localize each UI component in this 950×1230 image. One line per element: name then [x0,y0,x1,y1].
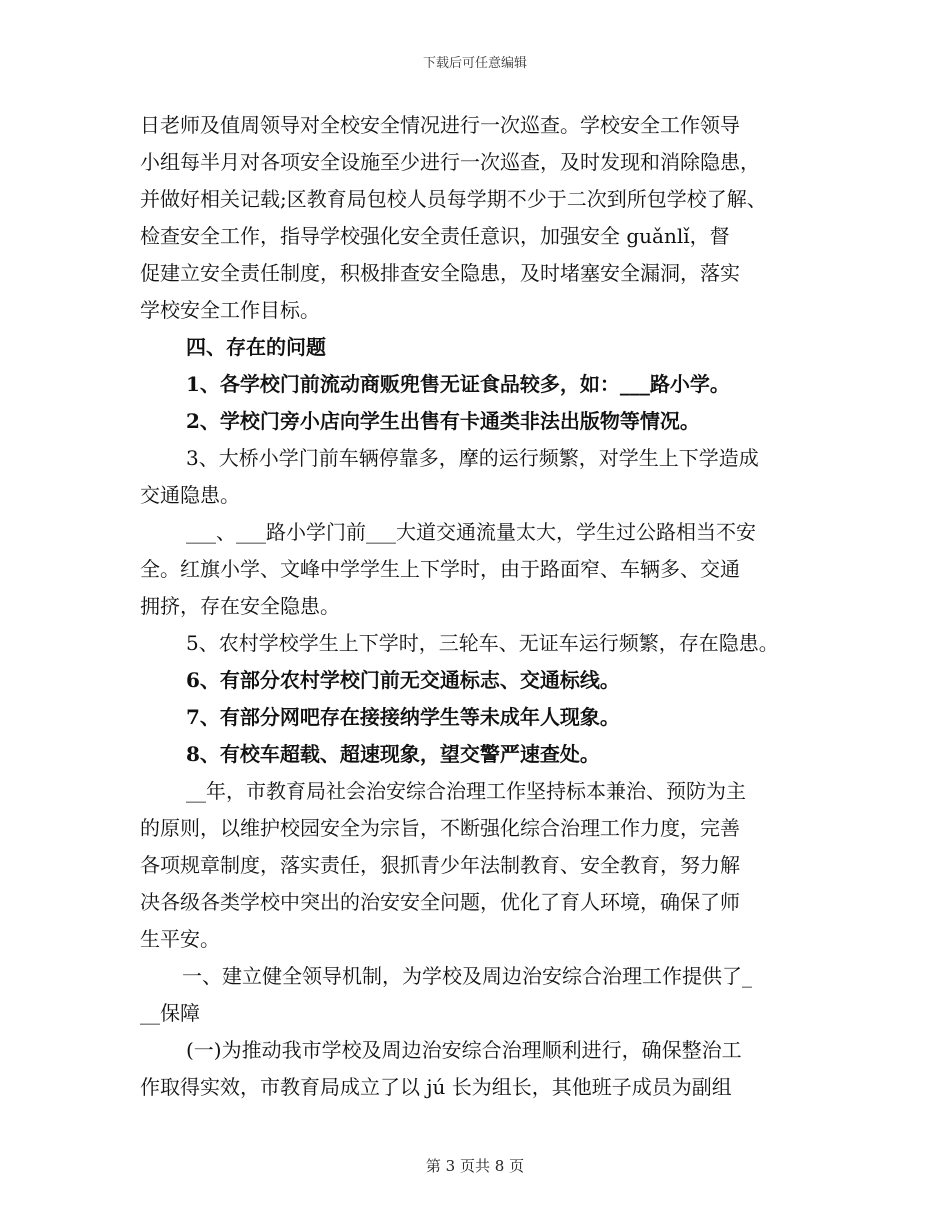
paragraph-line: 拥挤，存在安全隐患。 [140,594,340,618]
list-item: 7、有部分网吧存在接接纳学生等未成年人现象。 [186,705,620,729]
paragraph-line: 促建立安全责任制度，积极排查安全隐患，及时堵塞安全漏洞，落实 [140,261,740,285]
paragraph-line: 各项规章制度，落实责任，狠抓青少年法制教育、安全教育，努力解 [140,853,740,877]
section-heading: 四、存在的问题 [186,335,326,359]
paragraph-line: 的原则，以维护校园安全为宗旨，不断强化综合治理工作力度，完善 [140,816,740,840]
list-item: 8、有校车超载、超速现象，望交警严速查处。 [186,742,600,766]
paragraph-line: 作取得实效，市教育局成立了以 jú 长为组长，其他班子成员为副组 [140,1075,732,1099]
paragraph-line: __年，市教育局社会治安综合治理工作坚持标本兼治、预防为主 [186,779,746,803]
page-header: 下载后可任意编辑 [422,56,527,71]
paragraph-line: 日老师及值周领导对全校安全情况进行一次巡查。学校安全工作领导 [140,113,740,137]
list-item: 3、大桥小学门前车辆停靠多，摩的运行频繁，对学生上下学造成 [186,446,759,470]
page-footer: 第 3 页共 8 页 [425,1157,525,1175]
section-heading: 一、建立健全领导机制，为学校及周边治安综合治理工作提供了_ [182,964,752,988]
list-item: 2、学校门旁小店向学生出售有卡通类非法出版物等情况。 [186,409,700,433]
document-body [140,107,830,1106]
list-item: 1、各学校门前流动商贩兜售无证食品较多，如：___路小学。 [186,372,730,396]
paragraph-line: 交通隐患。 [140,483,240,507]
paragraph-line: 小组每半月对各项安全设施至少进行一次巡查，及时发现和消除隐患， [140,150,760,174]
list-item: 6、有部分农村学校门前无交通标志、交通标线。 [186,668,620,692]
paragraph-line: 决各级各类学校中突出的治安安全问题，优化了育人环境，确保了师 [140,890,740,914]
paragraph-line: 检查安全工作，指导学校强化安全责任意识，加强安全 guǎnlǐ，督 [140,224,730,248]
list-item: 5、农村学校学生上下学时，三轮车、无证车运行频繁，存在隐患。 [186,631,779,655]
paragraph-line: 学校安全工作目标。 [140,298,320,322]
paragraph-line: __保障 [140,1001,200,1025]
paragraph-line: (一)为推动我市学校及周边治安综合治理顺利进行，确保整治工 [186,1038,742,1062]
paragraph-line: 全。红旗小学、文峰中学学生上下学时，由于路面窄、车辆多、交通 [140,557,740,581]
list-item: ___、___路小学门前___大道交通流量太大，学生过公路相当不安 [186,520,756,544]
paragraph-line: 生平安。 [140,927,220,951]
paragraph-line: 并做好相关记载;区教育局包校人员每学期不少于二次到所包学校了解、 [140,187,767,211]
